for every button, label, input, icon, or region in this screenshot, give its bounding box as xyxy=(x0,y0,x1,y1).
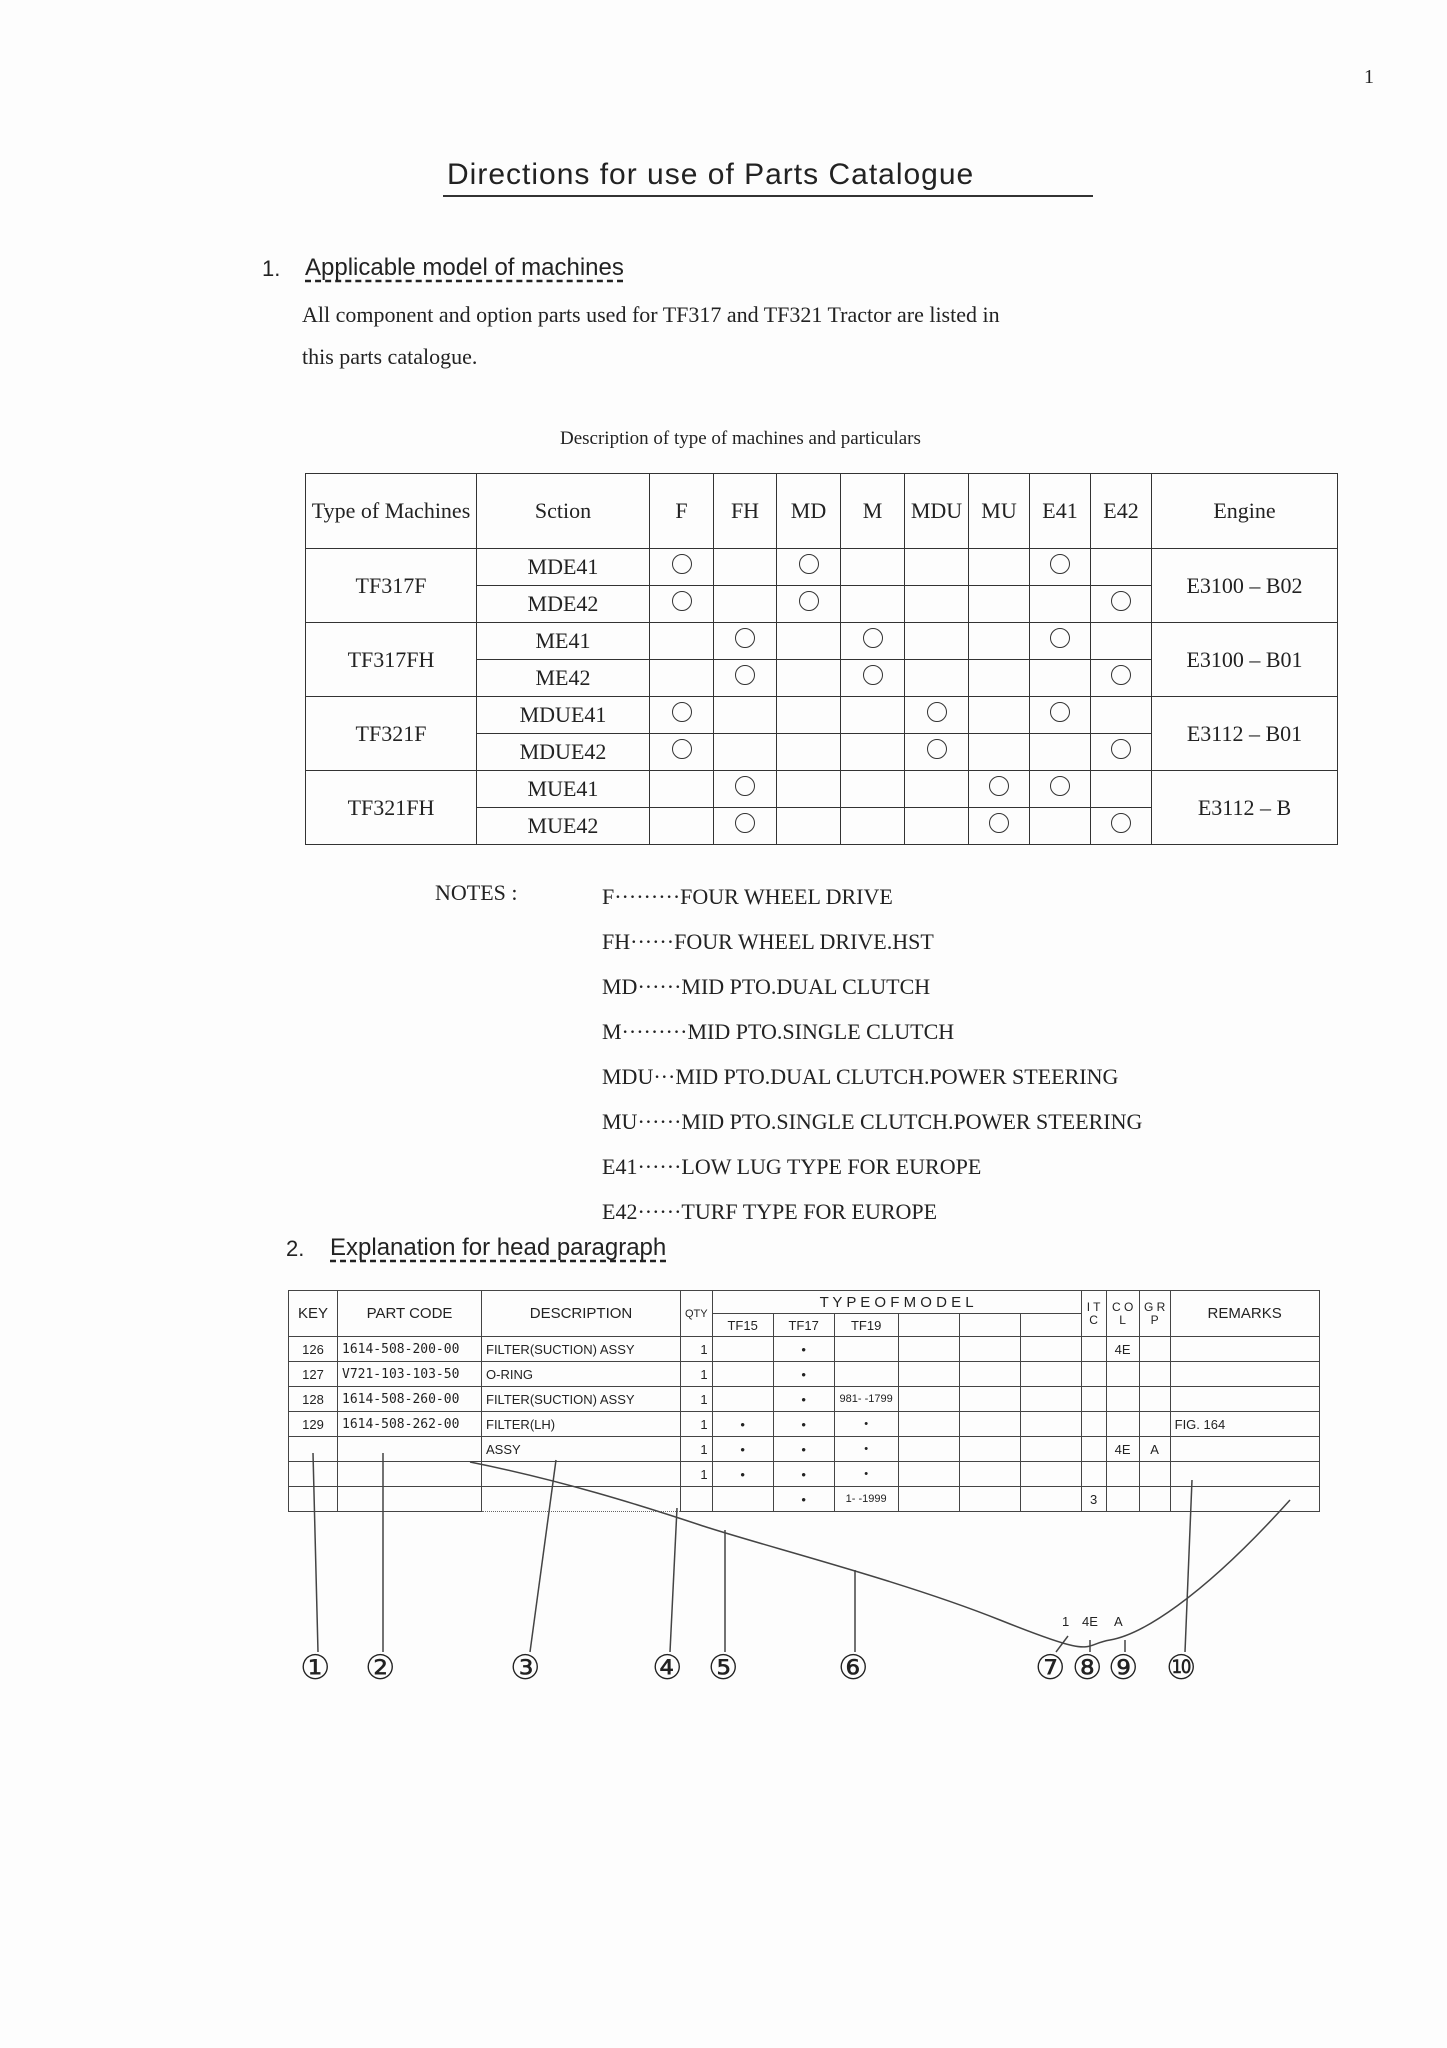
section-cell: MDUE42 xyxy=(477,734,650,771)
description-cell: O-RING xyxy=(482,1362,681,1387)
qty-cell: 1 xyxy=(681,1412,713,1437)
section-cell: MDE41 xyxy=(477,549,650,586)
callout-7: ⑦ xyxy=(1035,1648,1066,1688)
model-header: TF15 xyxy=(712,1314,773,1337)
model-header: TF19 xyxy=(834,1314,898,1337)
note-item: MU······MID PTO.SINGLE CLUTCH.POWER STEERING xyxy=(602,1109,1143,1134)
callout-10: ⑩ xyxy=(1166,1648,1197,1688)
machine-table-header-cell: Sction xyxy=(477,474,650,549)
section-1-body-line-2: this parts catalogue. xyxy=(302,344,478,369)
callout-9: ⑨ xyxy=(1108,1648,1139,1688)
notes-label: NOTES : xyxy=(435,880,518,905)
section-cell: ME41 xyxy=(477,623,650,660)
note-item: MDU···MID PTO.DUAL CLUTCH.POWER STEERING xyxy=(602,1064,1119,1089)
col-cell: 4E xyxy=(1106,1337,1139,1362)
machine-table-header-cell: MD xyxy=(777,474,841,549)
tf15-cell: • xyxy=(712,1412,773,1437)
model-header: TF17 xyxy=(773,1314,834,1337)
machine-table-header-cell: MU xyxy=(969,474,1030,549)
tf17-cell: • xyxy=(773,1337,834,1362)
machine-type-cell: TF321F xyxy=(306,697,477,771)
part-code-cell: 1614-508-200-00 xyxy=(338,1337,482,1362)
tf17-cell: • xyxy=(773,1487,834,1512)
tf17-cell: • xyxy=(773,1362,834,1387)
section-cell: MDUE41 xyxy=(477,697,650,734)
section-1-body-line-1: All component and option parts used for TF317 and TF321 Tractor are listed in xyxy=(302,302,1000,327)
machine-table-header-cell: Engine xyxy=(1152,474,1338,549)
qty-cell: 1 xyxy=(681,1462,713,1487)
key-header: KEY xyxy=(289,1291,338,1337)
engine-cell: E3100 – B01 xyxy=(1152,623,1338,697)
remarks-cell: FIG. 164 xyxy=(1170,1412,1319,1437)
tf17-cell: • xyxy=(773,1462,834,1487)
callout-5: ⑤ xyxy=(708,1648,739,1688)
key-cell: 127 xyxy=(289,1362,338,1387)
machine-type-cell: TF321FH xyxy=(306,771,477,845)
machine-type-cell: TF317FH xyxy=(306,623,477,697)
description-header: DESCRIPTION xyxy=(482,1291,681,1337)
page-title: Directions for use of Parts Catalogue xyxy=(447,158,975,191)
tf19-cell: • xyxy=(834,1462,898,1487)
description-cell: FILTER(LH) xyxy=(482,1412,681,1437)
machine-table-header-cell: M xyxy=(841,474,905,549)
machine-table-header-cell: E42 xyxy=(1091,474,1152,549)
tf17-cell: • xyxy=(773,1437,834,1462)
key-cell: 126 xyxy=(289,1337,338,1362)
section-2-number: 2. xyxy=(286,1236,305,1261)
callout-2: ② xyxy=(365,1648,396,1688)
part-code-cell: 1614-508-262-00 xyxy=(338,1412,482,1437)
callout-1: ① xyxy=(300,1648,331,1688)
machine-table-header-cell: FH xyxy=(714,474,777,549)
note-item: FH······FOUR WHEEL DRIVE.HST xyxy=(602,929,934,954)
bottom-label: A xyxy=(1114,1614,1123,1629)
tf17-cell: • xyxy=(773,1412,834,1437)
grp-header: G R P xyxy=(1139,1291,1170,1337)
note-item: MD······MID PTO.DUAL CLUTCH xyxy=(602,974,931,999)
part-code-header: PART CODE xyxy=(338,1291,482,1337)
qty-cell: 1 xyxy=(681,1437,713,1462)
qty-cell: 1 xyxy=(681,1387,713,1412)
section-cell: MUE41 xyxy=(477,771,650,808)
engine-cell: E3112 – B xyxy=(1152,771,1338,845)
key-cell: 128 xyxy=(289,1387,338,1412)
bottom-label: 1 xyxy=(1062,1614,1070,1629)
description-cell: ASSY xyxy=(482,1437,681,1462)
col-cell: 4E xyxy=(1106,1437,1139,1462)
callout-4: ④ xyxy=(652,1648,683,1688)
qty-cell: 1 xyxy=(681,1337,713,1362)
engine-cell: E3100 – B02 xyxy=(1152,549,1338,623)
tf19-cell: • xyxy=(834,1412,898,1437)
note-item: E42······TURF TYPE FOR EUROPE xyxy=(602,1199,938,1224)
grp-cell: A xyxy=(1139,1437,1170,1462)
page-number: 1 xyxy=(1364,66,1374,88)
description-cell: FILTER(SUCTION) ASSY xyxy=(482,1337,681,1362)
machine-table-header-cell: Type of Machines xyxy=(306,474,477,549)
note-item: M·········MID PTO.SINGLE CLUTCH xyxy=(602,1019,955,1044)
itc-cell: 3 xyxy=(1081,1487,1106,1512)
col-header: C O L xyxy=(1106,1291,1139,1337)
callout-3: ③ xyxy=(510,1648,541,1688)
section-1-heading: Applicable model of machines xyxy=(305,254,624,281)
description-cell: FILTER(SUCTION) ASSY xyxy=(482,1387,681,1412)
section-cell: MDE42 xyxy=(477,586,650,623)
section-cell: ME42 xyxy=(477,660,650,697)
note-item: F·········FOUR WHEEL DRIVE xyxy=(602,884,893,909)
type-of-model-header: T Y P E O F M O D E L xyxy=(712,1291,1081,1314)
section-1-number: 1. xyxy=(262,256,281,281)
note-item: E41······LOW LUG TYPE FOR EUROPE xyxy=(602,1154,982,1179)
machine-table-caption: Description of type of machines and particulars xyxy=(560,428,921,449)
callout-8: ⑧ xyxy=(1072,1648,1103,1688)
remarks-header: REMARKS xyxy=(1170,1291,1319,1337)
machine-type-cell: TF317F xyxy=(306,549,477,623)
machine-table-header-cell: F xyxy=(650,474,714,549)
tf19-cell: 981- -1799 xyxy=(834,1387,898,1412)
tf19-cell: • xyxy=(834,1437,898,1462)
key-cell: 129 xyxy=(289,1412,338,1437)
part-code-cell: V721-103-103-50 xyxy=(338,1362,482,1387)
part-code-cell: 1614-508-260-00 xyxy=(338,1387,482,1412)
tf17-cell: • xyxy=(773,1387,834,1412)
section-cell: MUE42 xyxy=(477,808,650,845)
tf15-cell: • xyxy=(712,1462,773,1487)
section-2-heading: Explanation for head paragraph xyxy=(330,1234,667,1261)
machine-table-header-cell: MDU xyxy=(905,474,969,549)
qty-cell: 1 xyxy=(681,1362,713,1387)
tf15-cell: • xyxy=(712,1437,773,1462)
callout-6: ⑥ xyxy=(838,1648,869,1688)
qty-header: QTY xyxy=(681,1291,713,1337)
bottom-label: 4E xyxy=(1082,1614,1098,1629)
tf19-cell: 1- -1999 xyxy=(834,1487,898,1512)
engine-cell: E3112 – B01 xyxy=(1152,697,1338,771)
machine-table-header-cell: E41 xyxy=(1030,474,1091,549)
itc-header: I T C xyxy=(1081,1291,1106,1337)
